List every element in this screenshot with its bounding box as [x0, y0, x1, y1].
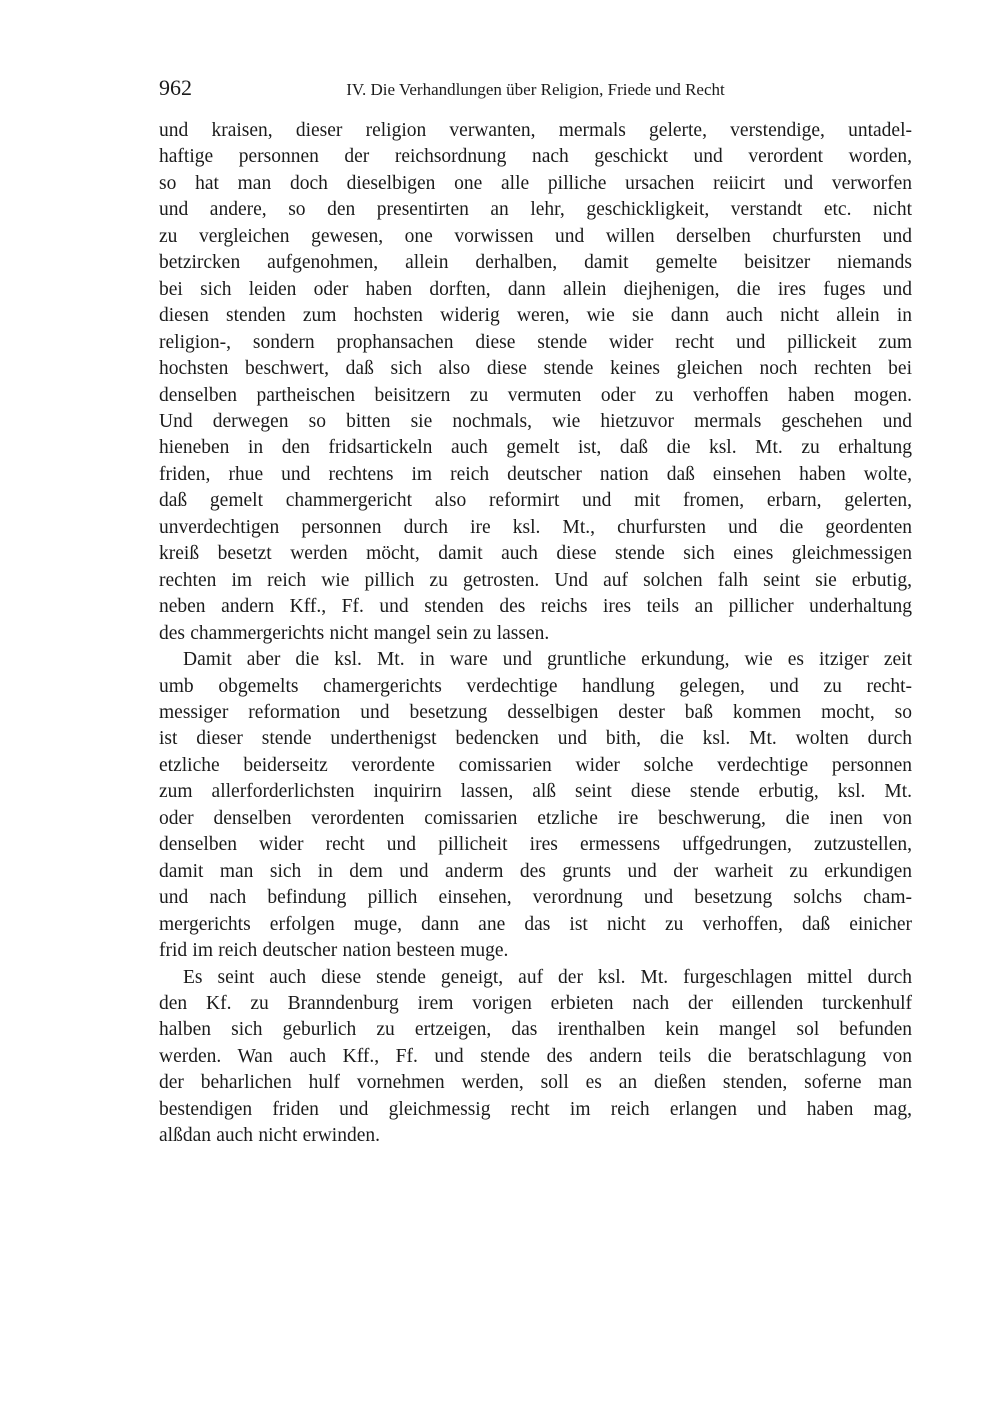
text-line: ist dieser stende underthenigst bedencken und bith, die ksl. Mt. wolten durch [159, 728, 912, 750]
text-line: haftige personnen der reichsordnung nach geschickt und verordent worden, [159, 146, 912, 168]
text-line: halben sich geburlich zu ertzeigen, das irenthalben kein mangel sol befunden [159, 1019, 912, 1041]
text-line: denselben partheischen beisitzern zu vermuten oder zu verhoffen haben mogen. [159, 384, 912, 406]
page-body [159, 118, 912, 1150]
text-line: hochsten beschwert, daß sich also diese stende keines gleichen noch rechten bei [159, 358, 912, 380]
text-line: neben andern Kff., Ff. und stenden des reichs ires teils an pillicher underhaltung [159, 596, 912, 618]
text-line: frid im reich deutscher nation besteen muge. [159, 940, 509, 962]
paragraph [159, 647, 912, 964]
text-line: kreiß besetzt werden möcht, damit auch diese stende sich eines gleichmessigen [159, 543, 912, 565]
text-line: unverdechtigen personnen durch ire ksl. Mt., churfursten und die geordenten [159, 516, 912, 538]
text-line: so hat man doch dieselbigen one alle pilliche ursachen reiicirt und verworfen [159, 172, 912, 194]
text-line: etzliche beiderseitz verordente comissarien wider solche verdechtige personnen [159, 754, 912, 776]
text-line: Es seint auch diese stende geneigt, auf der ksl. Mt. furgeschlagen mittel durch [183, 966, 912, 988]
text-line: oder denselben verordenten comissarien etzliche ire beschwerung, die inen von [159, 807, 912, 829]
text-line: den Kf. zu Branndenburg irem vorigen erbieten nach der eillenden turckenhulf [159, 992, 912, 1014]
text-line: Damit aber die ksl. Mt. in ware und gruntliche erkundung, wie es itziger zeit [183, 649, 912, 671]
text-line: denselben wider recht und pillicheit ires ermessens uffgedrungen, zutzustellen, [159, 834, 912, 856]
page-header [159, 76, 912, 104]
text-line: friden, rhue und rechtens im reich deutscher nation daß einsehen haben wolte, [159, 463, 912, 485]
text-line: alßdan auch nicht erwinden. [159, 1125, 381, 1147]
paragraph [159, 118, 912, 647]
paragraph [159, 965, 912, 1150]
running-header-title: IV. Die Verhandlungen über Religion, Friede und Recht [346, 80, 725, 99]
text-line: messiger reformation und besetzung desselbigen dester baß kommen mocht, so [159, 701, 912, 723]
text-line: und nach befindung pillich einsehen, verordnung und besetzung solchs cham- [159, 887, 912, 909]
text-line: zu vergleichen gewesen, one vorwissen und willen derselben churfursten und [159, 225, 912, 247]
text-line: daß gemelt chammergericht also reformirt und mit fromen, erbarn, gelerten, [159, 490, 912, 512]
text-line: der beharlichen hulf vornehmen werden, soll es an dießen stenden, soferne man [159, 1072, 912, 1094]
text-line: und andere, so den presentirten an lehr, geschickligkeit, verstandt etc. nicht [159, 199, 912, 221]
text-line: Und derwegen so bitten sie nochmals, wie hietzuvor mermals geschehen und [159, 410, 912, 432]
text-line: rechten im reich wie pillich zu getrosten. Und auf solchen falh seint sie erbutig, [159, 569, 912, 591]
text-line: hieneben in den fridsartickeln auch gemelt ist, daß die ksl. Mt. zu erhaltung [159, 437, 912, 459]
text-line: des chammergerichts nicht mangel sein zu lassen. [159, 622, 550, 644]
text-line: mergerichts erfolgen muge, dann ane das ist nicht zu verhoffen, daß einicher [159, 913, 912, 935]
text-line: religion-, sondern prophansachen diese stende wider recht und pillickeit zum [159, 331, 912, 353]
text-line: damit man sich in dem und anderm des grunts und der warheit zu erkundigen [159, 860, 912, 882]
text-line: betzircken aufgenohmen, allein derhalben, damit gemelte beisitzer niemands [159, 252, 912, 274]
text-line: umb obgemelts chamergerichts verdechtige handlung gelegen, und zu recht- [159, 675, 912, 697]
text-line: bei sich leiden oder haben dorften, dann allein diejhenigen, die ires fuges und [159, 278, 912, 300]
text-line: bestendigen friden und gleichmessig recht im reich erlangen und haben mag, [159, 1098, 912, 1120]
text-line: und kraisen, dieser religion verwanten, mermals gelerte, verstendige, untadel- [159, 120, 912, 141]
page-number: 962 [159, 75, 192, 100]
text-line: werden. Wan auch Kff., Ff. und stende des andern teils die beratschlagung von [159, 1045, 912, 1067]
text-line: zum allerforderlichsten inquirirn lassen, alß seint diese stende erbutig, ksl. Mt. [159, 781, 912, 803]
text-line: diesen stenden zum hochsten widerig weren, wie sie dann auch nicht allein in [159, 305, 912, 327]
